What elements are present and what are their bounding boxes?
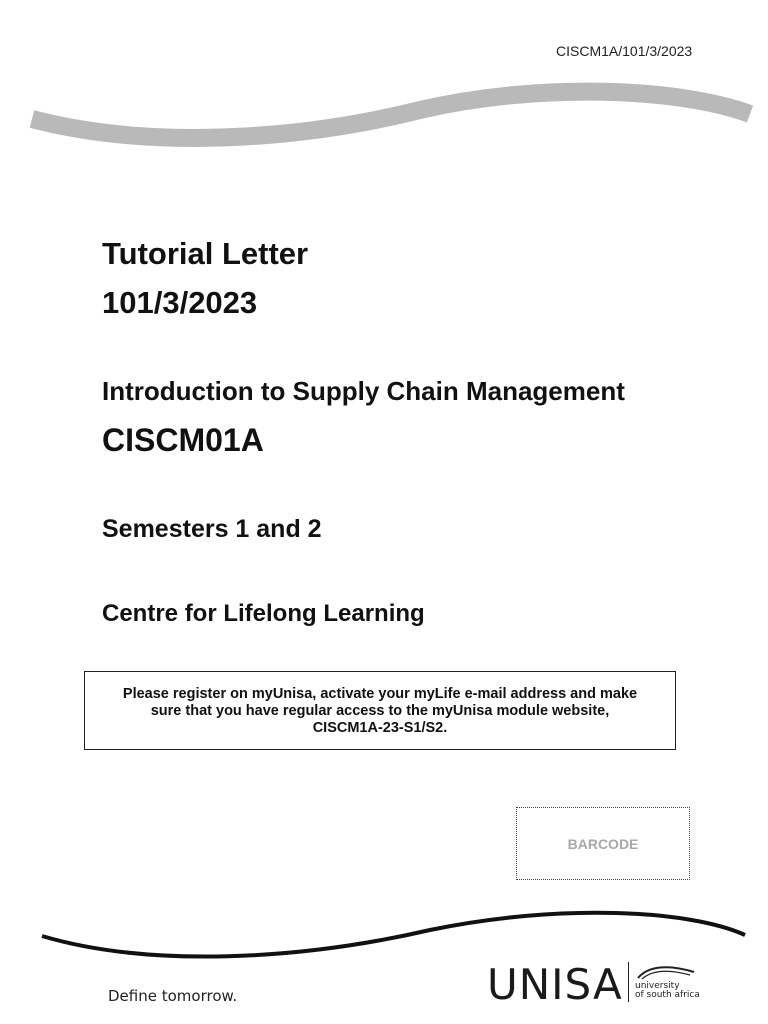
title-line-1: Tutorial Letter xyxy=(102,236,309,271)
university-line-2: of south africa xyxy=(635,990,700,1000)
module-code: CISCM01A xyxy=(102,422,264,458)
unisa-swoosh-icon xyxy=(634,962,698,982)
centre-name: Centre for Lifelong Learning xyxy=(102,600,425,627)
barcode-label: BARCODE xyxy=(567,835,639,852)
university-name xyxy=(635,982,700,1000)
tagline: Define tomorrow. xyxy=(108,987,238,1005)
notice-line-3: CISCM1A-23-S1/S2. xyxy=(312,720,448,736)
semesters: Semesters 1 and 2 xyxy=(102,515,322,543)
subject-title: Introduction to Supply Chain Management xyxy=(102,376,625,406)
unisa-logo-text: UNISA xyxy=(487,960,623,1009)
university-line-1: university xyxy=(635,981,680,991)
logo-divider xyxy=(628,962,629,1002)
notice-line-1: Please register on myUnisa, activate your myLife e-mail address and make xyxy=(122,686,638,702)
notice-line-2: sure that you have regular access to the myUnisa module website, xyxy=(150,703,610,719)
title-line-2: 101/3/2023 xyxy=(102,285,258,320)
document-reference: CISCM1A/101/3/2023 xyxy=(556,43,693,59)
